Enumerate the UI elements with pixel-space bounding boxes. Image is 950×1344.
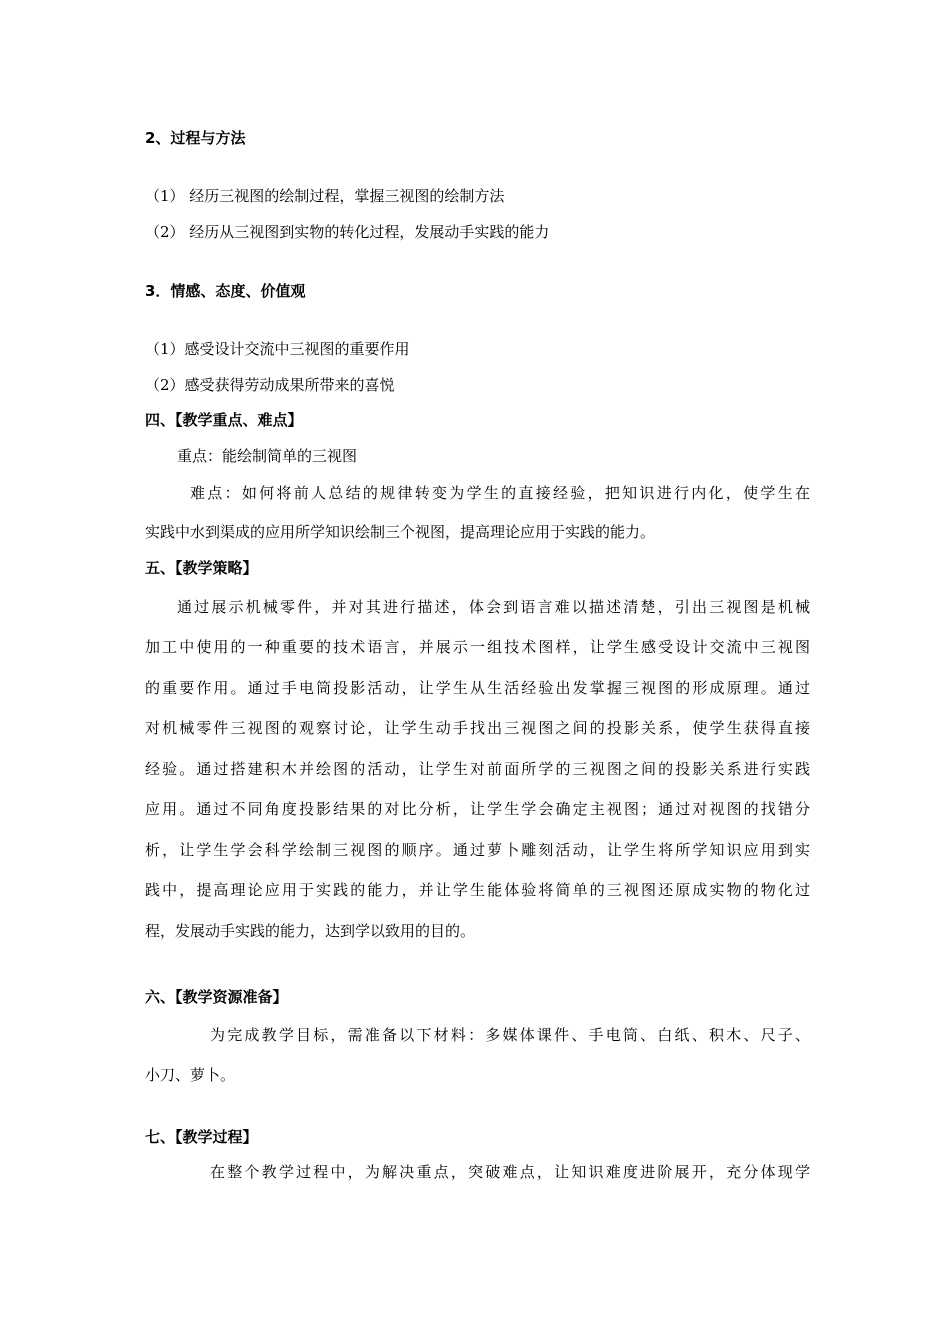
section-heading-emotion-attitude-values: 3．情感、态度、价值观	[145, 282, 306, 300]
strategy-paragraph-line: 程，发展动手实践的能力，达到学以致用的目的。	[145, 922, 476, 940]
difficulty-text-line: 难点：如何将前人总结的规律转变为学生的直接经验，把知识进行内化，使学生在	[190, 484, 810, 502]
strategy-paragraph-line: 应用。通过不同角度投影结果的对比分析，让学生学会确定主视图；通过对视图的找错分	[145, 800, 810, 818]
section-heading-teaching-strategy: 五、【教学策略】	[145, 559, 258, 577]
strategy-paragraph-line: 的重要作用。通过手电筒投影活动，让学生从生活经验出发掌握三视图的形成原理。通过	[145, 679, 810, 697]
section-heading-process-methods: 2、过程与方法	[145, 129, 246, 147]
teaching-process-paragraph-line: 在整个教学过程中，为解决重点，突破难点，让知识难度进阶展开，充分体现学	[210, 1163, 810, 1181]
list-item: （1） 经历三视图的绘制过程，掌握三视图的绘制方法	[145, 187, 505, 205]
strategy-paragraph-line: 通过展示机械零件，并对其进行描述，体会到语言难以描述清楚，引出三视图是机械	[177, 598, 810, 616]
strategy-paragraph-line: 践中，提高理论应用于实践的能力，并让学生能体验将简单的三视图还原成实物的物化过	[145, 881, 810, 899]
difficulty-text-line: 实践中水到渠成的应用所学知识绘制三个视图，提高理论应用于实践的能力。	[145, 523, 656, 541]
strategy-paragraph-line: 加工中使用的一种重要的技术语言，并展示一组技术图样，让学生感受设计交流中三视图	[145, 638, 810, 656]
list-item: （1）感受设计交流中三视图的重要作用	[145, 340, 410, 358]
section-heading-teaching-process: 七、【教学过程】	[145, 1128, 258, 1146]
key-point-text: 重点：能绘制简单的三视图	[177, 447, 358, 465]
section-heading-teaching-resources: 六、【教学资源准备】	[145, 988, 288, 1006]
strategy-paragraph-line: 析，让学生学会科学绘制三视图的顺序。通过萝卜雕刻活动，让学生将所学知识应用到实	[145, 841, 810, 859]
list-item: （2）感受获得劳动成果所带来的喜悦	[145, 376, 395, 394]
section-heading-key-points: 四、【教学重点、难点】	[145, 411, 303, 429]
resources-paragraph-line: 小刀、萝卜。	[145, 1066, 236, 1084]
list-item: （2） 经历从三视图到实物的转化过程，发展动手实践的能力	[145, 223, 550, 241]
strategy-paragraph-line: 对机械零件三视图的观察讨论，让学生动手找出三视图之间的投影关系，使学生获得直接	[145, 719, 810, 737]
resources-paragraph-line: 为完成教学目标，需准备以下材料：多媒体课件、手电筒、白纸、积木、尺子、	[210, 1026, 810, 1044]
strategy-paragraph-line: 经验。通过搭建积木并绘图的活动，让学生对前面所学的三视图之间的投影关系进行实践	[145, 760, 810, 778]
